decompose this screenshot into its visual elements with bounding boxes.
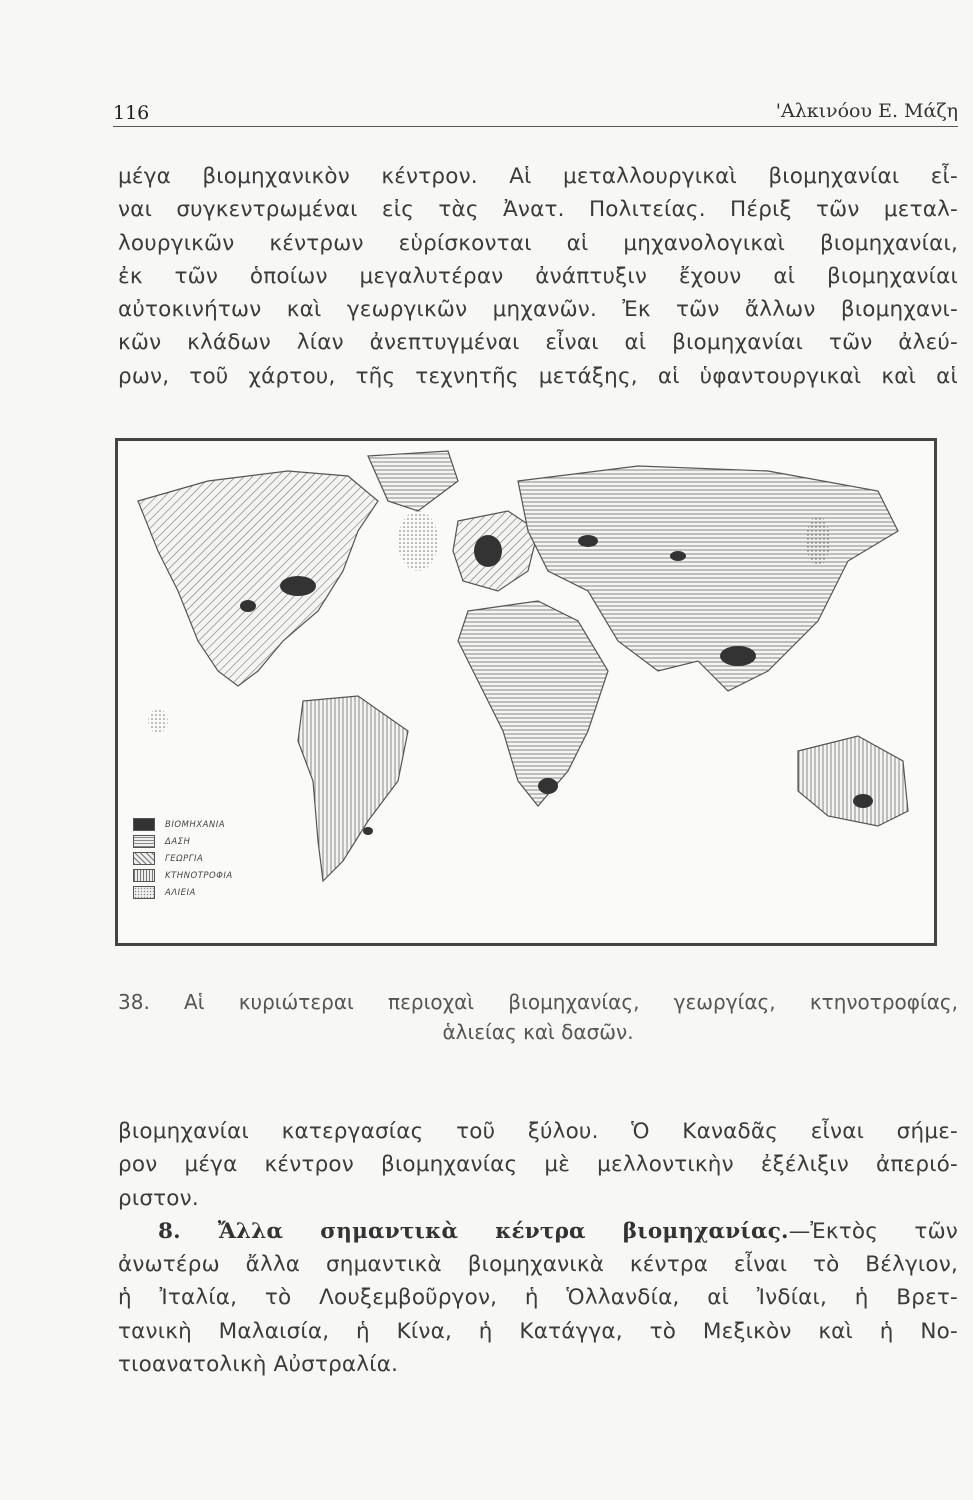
legend-swatch-stipple — [133, 886, 155, 899]
legend-swatch-vertical — [133, 869, 155, 882]
text-line: ἐκ τῶν ὁποίων μεγαλυτέραν ἀνάπτυξιν ἔχουν αἱ βιομηχανίαι — [118, 263, 958, 289]
section-heading-line — [118, 1215, 958, 1248]
text-line: ριστον. — [118, 1185, 199, 1211]
figure-caption — [118, 990, 958, 1044]
australia — [798, 736, 908, 826]
south-america — [298, 696, 408, 881]
legend-item-forests: ΔΑΣΗ — [133, 833, 233, 850]
section-heading: 8. Ἄλλα σημαντικὰ κέντρα βιομηχανίας. — [158, 1218, 789, 1244]
page-header — [113, 98, 958, 127]
text-line: ναι συγκεντρωμέναι εἰς τὰς Ἀνατ. Πολιτείας. Πέριξ τῶν μεταλ- — [118, 197, 958, 223]
legend-item-fishing: ΑΛΙΕΙΑ — [133, 884, 233, 901]
legend-swatch-dots — [133, 835, 155, 848]
bottom-paragraph — [118, 1115, 958, 1381]
north-america — [138, 471, 378, 686]
text-line: λουργικῶν κέντρων εὑρίσκονται αἱ μηχανολογικαὶ βιομηχανίαι, — [118, 230, 958, 256]
map-legend — [133, 816, 233, 901]
legend-swatch-solid — [133, 818, 155, 831]
page-number: 116 — [113, 102, 150, 124]
text-line: τιοανατολικὴ Αὐστραλία. — [118, 1352, 399, 1378]
text-line: αὐτοκινήτων καὶ γεωργικῶν μηχανῶν. Ἐκ τῶν ἄλλων βιομηχανι- — [118, 297, 958, 323]
legend-item-agriculture: ΓΕΩΡΓΙΑ — [133, 850, 233, 867]
text-line: τανικὴ Μαλαισία, ἡ Κίνα, ἡ Κατάγγα, τὸ Μεξικὸν καὶ ἡ Νο- — [118, 1318, 958, 1344]
section-lead: —Ἐκτὸς τῶν — [788, 1218, 958, 1244]
legend-swatch-diagonal — [133, 852, 155, 865]
text-line: κῶν κλάδων λίαν ἀνεπτυγμέναι εἶναι αἱ βιομηχανίαι τῶν ἀλεύ- — [118, 330, 958, 356]
text-line: μέγα βιομηχανικὸν κέντρον. Αἱ μεταλλουργικαὶ βιομηχανίαι εἶ- — [118, 164, 958, 189]
legend-item-industry: ΒΙΟΜΗΧΑΝΙΑ — [133, 816, 233, 833]
top-paragraph — [118, 160, 958, 393]
text-line: βιομηχανίαι κατεργασίας τοῦ ξύλου. Ὁ Καναδᾶς εἶναι σήμε- — [118, 1119, 958, 1144]
africa — [458, 601, 608, 806]
text-line: ρον μέγα κέντρον βιομηχανίας μὲ μελλοντικὴν ἐξέλιξιν ἀπεριό- — [118, 1152, 958, 1178]
world-map — [118, 441, 934, 943]
text-line: ἡ Ἰταλία, τὸ Λουξεμβοῦργον, ἡ Ὁλλανδία, αἱ Ἰνδίαι, ἡ Βρετ- — [118, 1285, 958, 1311]
text-line: ἀνωτέρω ἄλλα σημαντικὰ βιομηχανικὰ κέντρα εἶναι τὸ Βέλγιον, — [118, 1252, 958, 1278]
caption-line: 38. Αἱ κυριώτεραι περιοχαὶ βιομηχανίας, γεωργίας, κτηνοτροφίας, — [118, 990, 958, 1014]
text-line: ρων, τοῦ χάρτου, τῆς τεχνητῆς μετάξης, αἱ ὑφαντουργικαὶ καὶ αἱ — [118, 363, 958, 389]
greenland — [368, 451, 458, 511]
running-title: 'Αλκινόου Ε. Μάζη — [775, 100, 958, 122]
legend-item-livestock: ΚΤΗΝΟΤΡΟΦΙΑ — [133, 867, 233, 884]
world-map-figure — [115, 438, 937, 946]
caption-line: ἁλιείας καὶ δασῶν. — [442, 1020, 634, 1044]
